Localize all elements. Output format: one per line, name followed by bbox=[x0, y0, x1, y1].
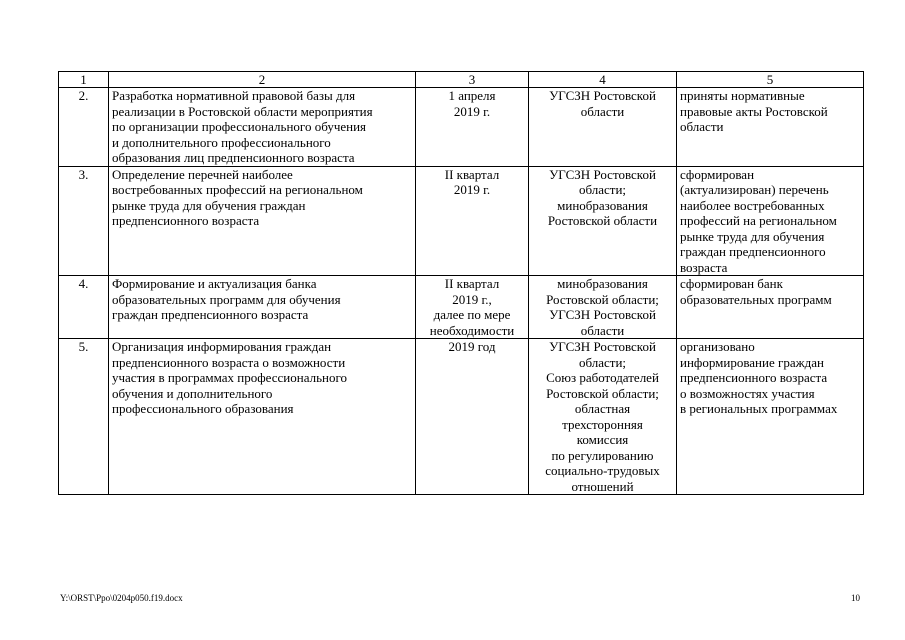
text-line: обучения и дополнительного bbox=[112, 385, 273, 401]
text-line: профессионального образования bbox=[112, 401, 294, 416]
text-line: УГСЗН Ростовской bbox=[549, 88, 656, 103]
executor-cell bbox=[529, 88, 677, 167]
plan-table bbox=[58, 71, 864, 495]
text-line: профессий на региональном bbox=[680, 213, 837, 228]
text-line: далее по мере bbox=[433, 307, 511, 322]
table-header-row bbox=[59, 72, 864, 88]
text-line: области; bbox=[578, 354, 627, 370]
table-row bbox=[59, 339, 864, 495]
text-line: области; bbox=[578, 182, 627, 197]
table-row bbox=[59, 166, 864, 276]
term-cell bbox=[416, 339, 529, 495]
term-cell bbox=[416, 166, 529, 276]
result-cell bbox=[677, 88, 864, 167]
text-line: востребованных профессий на региональном bbox=[112, 182, 363, 197]
text-line: рынке труда для обучения граждан bbox=[112, 197, 306, 213]
text-line: УГСЗН Ростовской bbox=[549, 307, 656, 322]
row-number: 2. bbox=[59, 88, 109, 167]
text-line: 2019 г., bbox=[452, 291, 492, 307]
text-line: предпенсионного возраста bbox=[112, 213, 260, 228]
text-line: областная bbox=[574, 401, 631, 416]
text-line: и дополнительного профессионального bbox=[112, 134, 331, 150]
text-line: приняты нормативные bbox=[680, 88, 805, 103]
text-line: о возможностях участия bbox=[680, 385, 815, 401]
text-line: граждан предпенсионного bbox=[680, 244, 826, 259]
text-line: УГСЗН Ростовской bbox=[549, 166, 656, 182]
text-line: предпенсионного возраста о возможности bbox=[112, 354, 346, 370]
event-cell bbox=[109, 166, 416, 276]
header-cell: 5 bbox=[677, 72, 864, 88]
text-line: II квартал bbox=[444, 276, 500, 291]
text-line: организовано bbox=[680, 339, 755, 354]
text-line: сформирован банк bbox=[680, 276, 783, 291]
event-cell bbox=[109, 339, 416, 495]
text-line: 2019 г. bbox=[453, 103, 491, 119]
text-line: участия в программах профессионального bbox=[112, 370, 347, 385]
text-line: необходимости bbox=[429, 322, 515, 338]
text-line: предпенсионного возраста bbox=[680, 370, 828, 385]
text-line: Организация информирования граждан bbox=[112, 339, 332, 354]
text-line: области bbox=[680, 119, 724, 134]
text-line: комиссия bbox=[576, 432, 629, 447]
result-cell bbox=[677, 339, 864, 495]
text-line: сформирован bbox=[680, 166, 755, 182]
text-line: 1 апреля bbox=[448, 88, 496, 103]
term-cell bbox=[416, 276, 529, 339]
text-line: правовые акты Ростовской bbox=[680, 103, 828, 119]
text-line: социально-трудовых bbox=[545, 463, 660, 478]
text-line: минобразования bbox=[557, 197, 648, 213]
row-number: 5. bbox=[59, 339, 109, 495]
header-cell: 3 bbox=[416, 72, 529, 88]
text-line: образовательных программ bbox=[680, 291, 832, 307]
text-line: образования лиц предпенсионного возраста bbox=[112, 150, 355, 165]
text-line: минобразования bbox=[557, 276, 648, 291]
event-cell bbox=[109, 88, 416, 167]
executor-cell bbox=[529, 276, 677, 339]
page-number: 10 bbox=[851, 593, 860, 603]
row-number: 4. bbox=[59, 276, 109, 339]
text-line: II квартал bbox=[444, 166, 500, 182]
header-cell: 4 bbox=[529, 72, 677, 88]
result-cell bbox=[677, 166, 864, 276]
text-line: 2019 г. bbox=[453, 182, 491, 197]
text-line: Определение перечней наиболее bbox=[112, 166, 293, 182]
executor-cell bbox=[529, 339, 677, 495]
header-cell: 2 bbox=[109, 72, 416, 88]
text-line: образовательных программ для обучения bbox=[112, 291, 341, 307]
term-cell bbox=[416, 88, 529, 167]
header-cell: 1 bbox=[59, 72, 109, 88]
table-row bbox=[59, 88, 864, 167]
text-line: Формирование и актуализация банка bbox=[112, 276, 317, 291]
text-line: Ростовской области bbox=[547, 213, 658, 228]
text-line: (актуализирован) перечень bbox=[680, 182, 829, 197]
row-number: 3. bbox=[59, 166, 109, 276]
text-line: Разработка нормативной правовой базы для bbox=[112, 88, 356, 103]
text-line: Ростовской области; bbox=[546, 291, 659, 307]
text-line: отношений bbox=[571, 478, 634, 494]
text-line: Союз работодателей bbox=[546, 370, 659, 385]
text-line: по организации профессионального обучения bbox=[112, 119, 367, 134]
text-line: 2019 год bbox=[448, 339, 496, 354]
text-line: области bbox=[580, 322, 625, 338]
text-line: реализации в Ростовской области мероприятия bbox=[112, 103, 373, 119]
text-line: рынке труда для обучения bbox=[680, 228, 825, 244]
text-line: информирование граждан bbox=[680, 354, 824, 370]
footer-file-path: Y:\ORST\Ppo\0204p050.f19.docx bbox=[60, 593, 183, 603]
text-line: трехсторонняя bbox=[562, 416, 643, 432]
text-line: граждан предпенсионного возраста bbox=[112, 307, 309, 322]
text-line: возраста bbox=[680, 259, 728, 275]
event-cell bbox=[109, 276, 416, 339]
text-line: области bbox=[580, 103, 625, 119]
table-row bbox=[59, 276, 864, 339]
executor-cell bbox=[529, 166, 677, 276]
text-line: в региональных программах bbox=[680, 401, 838, 416]
result-cell bbox=[677, 276, 864, 339]
text-line: УГСЗН Ростовской bbox=[549, 339, 656, 354]
text-line: Ростовской области; bbox=[546, 385, 659, 401]
text-line: по регулированию bbox=[551, 447, 654, 463]
text-line: наиболее востребованных bbox=[680, 197, 825, 213]
